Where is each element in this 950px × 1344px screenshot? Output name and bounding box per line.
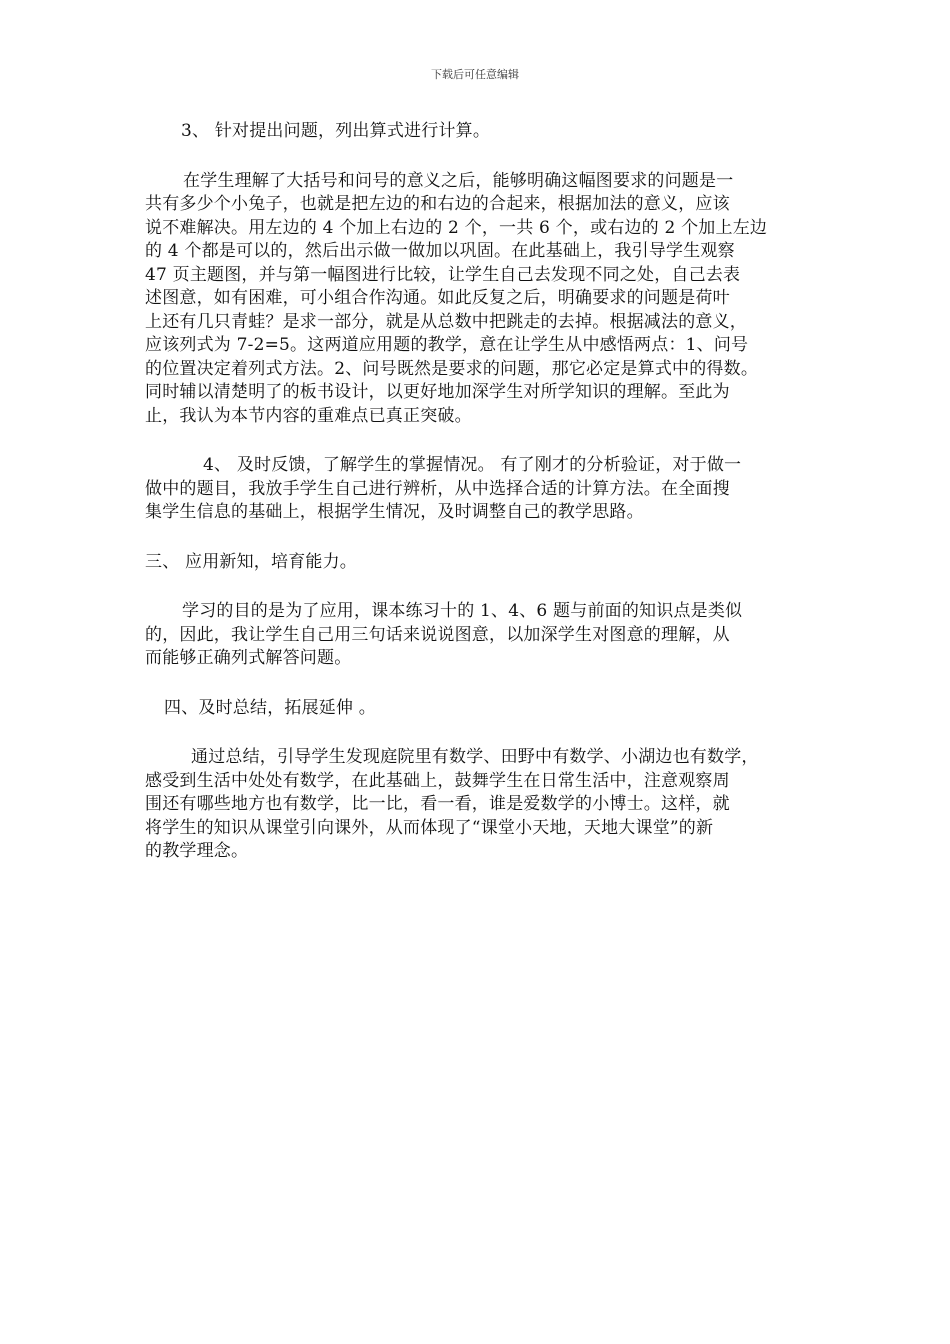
paragraph-2 bbox=[145, 454, 810, 525]
paragraph-line: 上还有几只青蛙？是求一部分，就是从总数中把跳走的去掉。根据减法的意义， bbox=[145, 311, 747, 332]
paragraph-4 bbox=[145, 746, 810, 864]
paragraph-line: 学习的目的是为了应用，课本练习十的 1、4、6 题与前面的知识点是类似 bbox=[182, 601, 743, 621]
section-three-heading: 三、 应用新知，培育能力。 bbox=[145, 551, 358, 572]
paragraph-line: 将学生的知识从课堂引向课外，从而体现了“课堂小天地，天地大课堂”的新 bbox=[145, 817, 714, 838]
paragraph-line: 共有多少个小兔子，也就是把左边的和右边的合起来，根据加法的意义，应该 bbox=[145, 194, 730, 214]
paragraph-line: 的，因此，我让学生自己用三句话来说说图意，以加深学生对图意的理解，从 bbox=[145, 624, 730, 645]
page-header: 下载后可任意编辑 bbox=[431, 68, 519, 81]
paragraph-line: 47 页主题图，并与第一幅图进行比较，让学生自己去发现不同之处，自己去表 bbox=[145, 264, 741, 285]
paragraph-line: 同时辅以清楚明了的板书设计，以更好地加深学生对所学知识的理解。至此为 bbox=[145, 382, 730, 402]
paragraph-1 bbox=[145, 170, 810, 429]
paragraph-line: 感受到生活中处处有数学，在此基础上，鼓舞学生在日常生活中，注意观察周 bbox=[145, 770, 730, 791]
paragraph-line: 止，我认为本节内容的重难点已真正突破。 bbox=[145, 405, 472, 426]
paragraph-line: 的位置决定着列式方法。2、问号既然是要求的问题，那它必定是算式中的得数。 bbox=[145, 358, 759, 379]
paragraph-line: 集学生信息的基础上，根据学生情况，及时调整自己的教学思路。 bbox=[145, 502, 644, 522]
paragraph-line: 在学生理解了大括号和问号的意义之后，能够明确这幅图要求的问题是一 bbox=[183, 170, 734, 191]
paragraph-line: 而能够正确列式解答问题。 bbox=[145, 648, 352, 668]
paragraph-line: 说不难解决。用左边的 4 个加上右边的 2 个，一共 6 个，或右边的 2 个加上左边 bbox=[145, 217, 768, 238]
paragraph-line: 述图意，如有困难，可小组合作沟通。如此反复之后，明确要求的问题是荷叶 bbox=[145, 288, 730, 308]
paragraph-3 bbox=[145, 600, 810, 671]
paragraph-line: 的教学理念。 bbox=[145, 841, 249, 861]
document-body bbox=[145, 120, 810, 864]
paragraph-line: 的 4 个都是可以的，然后出示做一做加以巩固。在此基础上，我引导学生观察 bbox=[145, 241, 735, 261]
paragraph-line: 围还有哪些地方也有数学，比一比，看一看，谁是爱数学的小博士。这样，就 bbox=[145, 794, 730, 814]
section-four-heading: 四、及时总结，拓展延伸 。 bbox=[164, 697, 377, 718]
section-3-heading: 3、 针对提出问题，列出算式进行计算。 bbox=[181, 121, 491, 141]
paragraph-line: 4、 及时反馈，了解学生的掌握情况。 有了刚才的分析验证，对于做一 bbox=[203, 455, 742, 475]
paragraph-line: 通过总结，引导学生发现庭院里有数学、田野中有数学、小湖边也有数学， bbox=[191, 747, 759, 767]
paragraph-line: 应该列式为 7-2=5。这两道应用题的教学，意在让学生从中感悟两点：1、问号 bbox=[145, 335, 749, 355]
paragraph-line: 做中的题目，我放手学生自己进行辨析，从中选择合适的计算方法。在全面搜 bbox=[145, 478, 730, 499]
